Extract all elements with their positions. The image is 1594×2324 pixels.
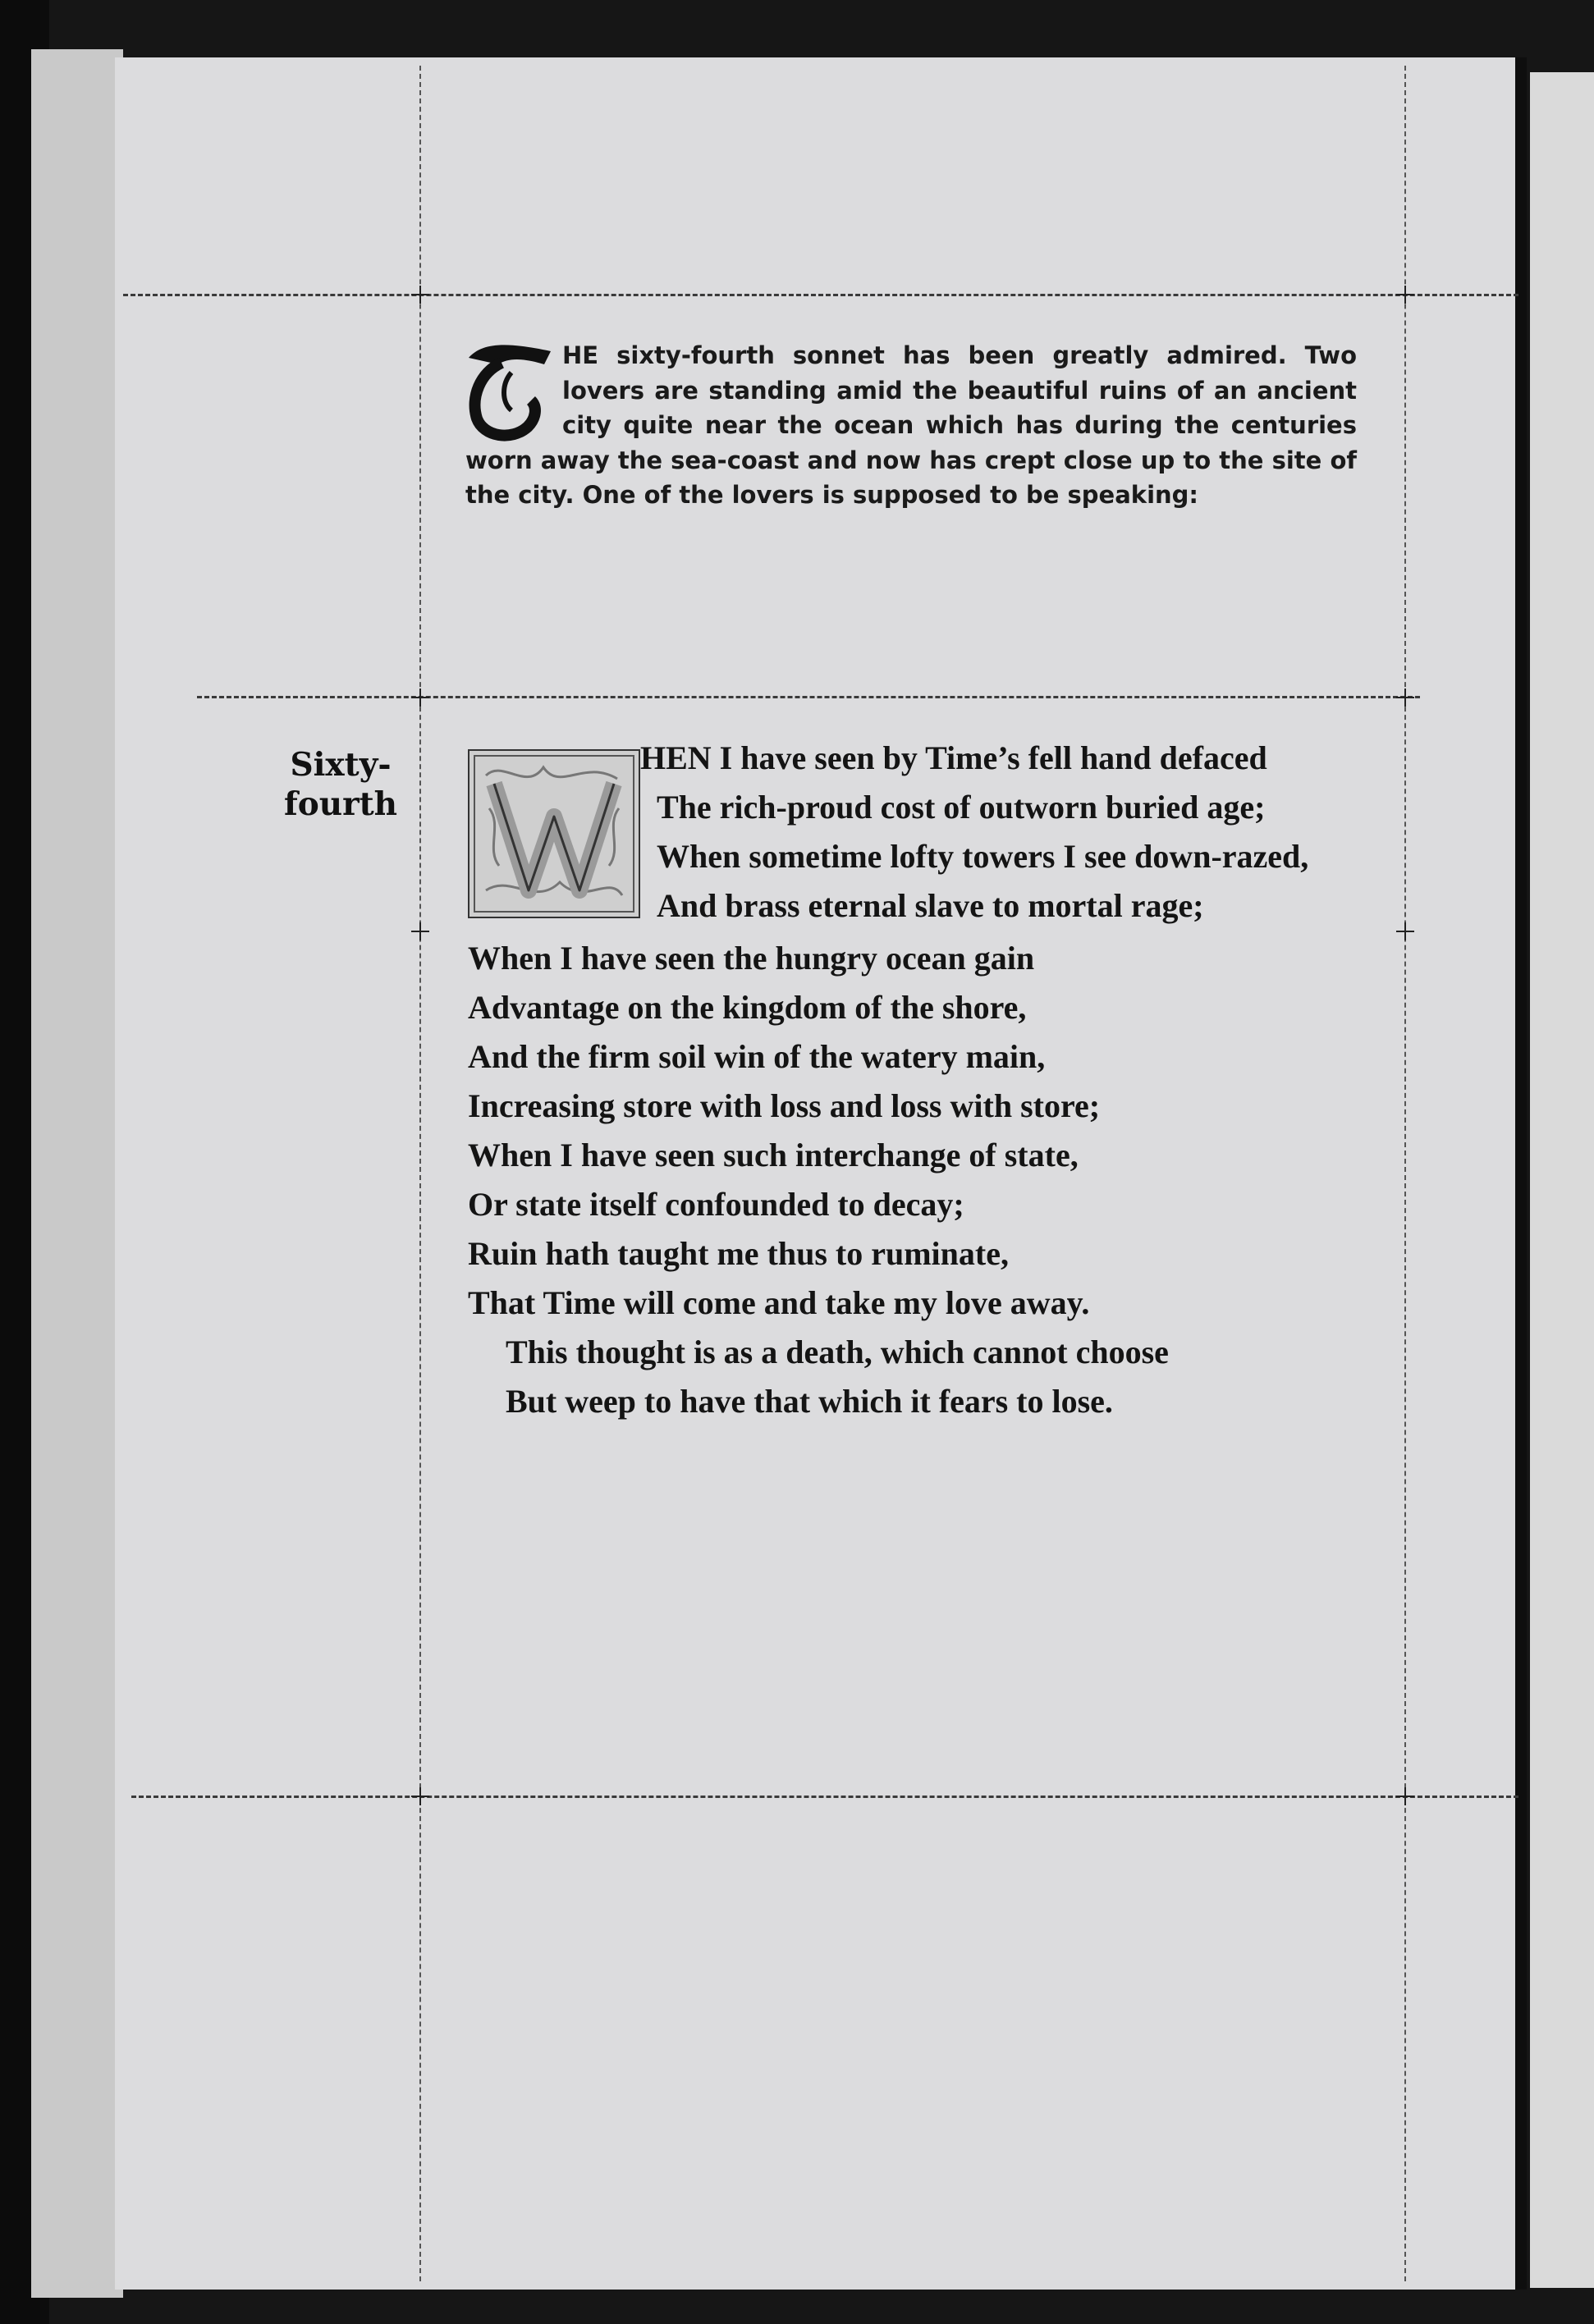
sonnet-line: And the firm soil win of the watery main,: [468, 1038, 1046, 1075]
sonnet-line: And brass eternal slave to mortal rage;: [657, 887, 1204, 924]
ornamental-initial-w: [468, 749, 640, 918]
registration-mark: [1396, 922, 1414, 940]
decorative-initial-t: [465, 340, 554, 441]
sonnet-line: This thought is as a death, which cannot choose: [506, 1334, 1169, 1370]
sonnet-line: That Time will come and take my love away.: [468, 1284, 1090, 1321]
registration-mark: [1396, 1787, 1414, 1805]
guide-line-bottom: [131, 1796, 1518, 1798]
registration-mark: [411, 286, 429, 304]
margin-heading-line1: Sixty-: [290, 746, 392, 784]
facing-page-edge: [1530, 72, 1594, 2288]
sonnet-line: Ruin hath taught me thus to ruminate,: [468, 1235, 1009, 1272]
sonnet-line: HEN I have seen by Time’s fell hand defaced: [640, 739, 1267, 776]
sonnet-line: The rich-proud cost of outworn buried age;: [657, 789, 1266, 826]
intro-text: HE sixty-fourth sonnet has been greatly admired. Two lovers are standing amid the beautiful ruins of an ancient city quite near the ocean which has during the centuries worn away the sea-coast and now has crept close up to the site of the city. One of the lovers is supposed to be speaking:: [465, 341, 1357, 509]
sonnet-line: Increasing store with loss and loss with store;: [468, 1087, 1101, 1124]
guide-line-middle: [197, 696, 1420, 698]
registration-mark: [411, 922, 429, 940]
registration-mark: [1396, 689, 1414, 707]
page-gutter-shadow: [1515, 57, 1527, 2290]
guide-line-top: [123, 294, 1518, 296]
sonnet-line: When I have seen such interchange of state,: [468, 1137, 1079, 1173]
intro-paragraph: [465, 338, 1357, 513]
sonnet-line: When sometime lofty towers I see down-razed,: [657, 838, 1309, 875]
sonnet-line: When I have seen the hungry ocean gain: [468, 940, 1035, 977]
registration-mark: [411, 689, 429, 707]
sonnet-line: Or state itself confounded to decay;: [468, 1186, 964, 1223]
guide-line-left: [419, 66, 421, 2281]
margin-heading-line2: fourth: [283, 785, 398, 823]
sonnet-margin-heading: [271, 745, 410, 824]
guide-line-right: [1404, 66, 1406, 2281]
sonnet-line: But weep to have that which it fears to lose.: [506, 1383, 1113, 1420]
underlying-page-edge: [31, 49, 123, 2298]
registration-mark: [1396, 286, 1414, 304]
sonnet-line: Advantage on the kingdom of the shore,: [468, 989, 1027, 1026]
registration-mark: [411, 1787, 429, 1805]
